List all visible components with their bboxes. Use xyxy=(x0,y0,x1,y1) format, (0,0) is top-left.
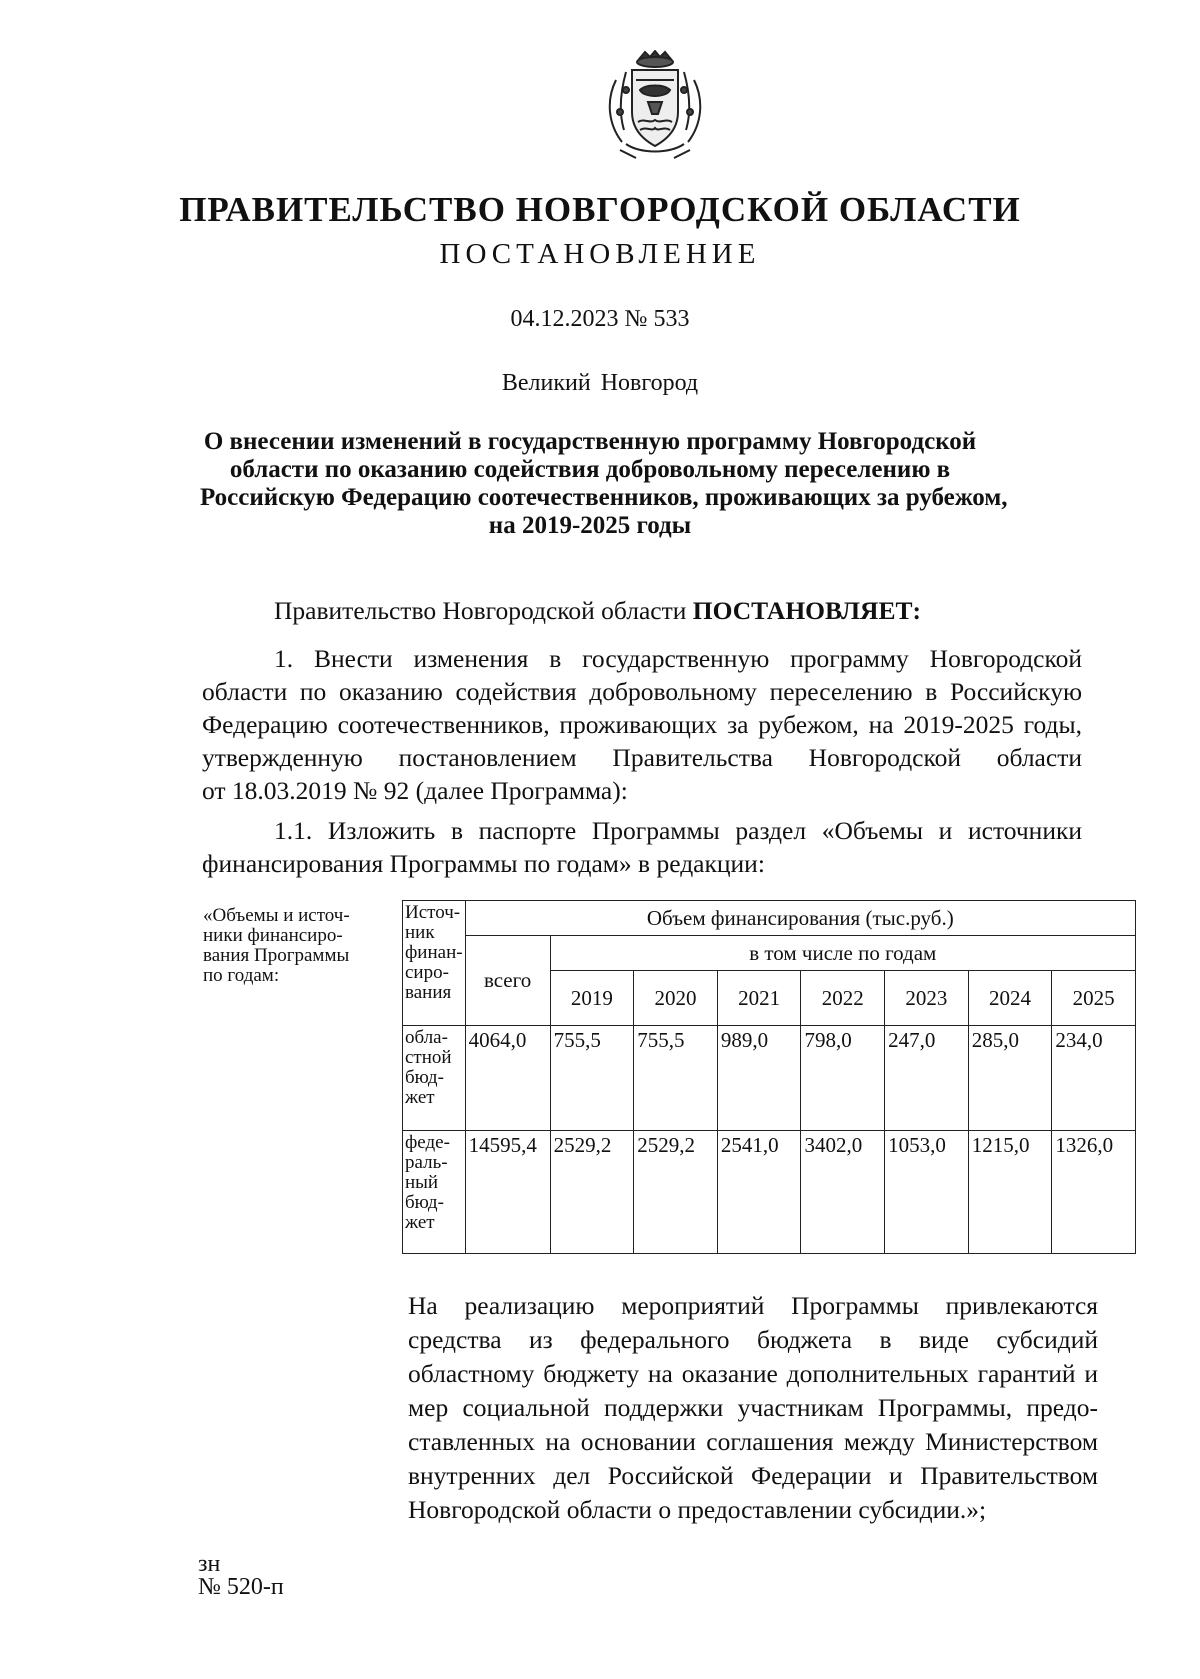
source-header-line: ник xyxy=(405,922,435,943)
source-header-line: Источ- xyxy=(405,902,461,923)
source-header-line: сиро- xyxy=(405,962,449,983)
year-header: 2025 xyxy=(1052,971,1136,1026)
document-title-line: на 2019-2025 годы xyxy=(488,512,692,539)
paragraph-1-1 xyxy=(202,814,1082,880)
value-cell: 1326,0 xyxy=(1052,1131,1136,1254)
paragraph-line: от 18.03.2019 № 92 (далее Программа): xyxy=(202,776,628,805)
paragraph-line: Федерацию соотечественников, проживающих за рубежом, на 2019-2025 годы, xyxy=(202,710,1082,739)
value-cell: 2529,2 xyxy=(550,1131,634,1254)
value-cell: 3402,0 xyxy=(801,1131,885,1254)
section-label-line: «Объемы и источ- xyxy=(203,905,350,926)
intro-paragraph xyxy=(274,594,1074,627)
source-header-line: финан- xyxy=(405,942,463,963)
document-title-line: Российскую Федерацию соотечественников, проживающих за рубежом, xyxy=(200,484,1008,511)
year-header: 2021 xyxy=(717,971,801,1026)
value-cell: 798,0 xyxy=(801,1026,885,1131)
value-cell: 755,5 xyxy=(634,1026,718,1131)
paragraph-line: 1.1. Изложить в паспорте Программы раздел «Объемы и источники xyxy=(274,816,1082,845)
financing-table xyxy=(402,900,1136,1254)
government-title: ПРАВИТЕЛЬСТВО НОВГОРОДСКОЙ ОБЛАСТИ xyxy=(179,190,1021,229)
funding-note-line: Новгородской области о предоставлении субсидии.»; xyxy=(408,1495,987,1524)
source-line: жет xyxy=(405,1212,435,1233)
funding-note xyxy=(408,1289,1098,1527)
table-header-row xyxy=(403,901,1136,936)
document-type: ПОСТАНОВЛЕНИЕ xyxy=(439,238,761,270)
volume-header: Объем финансирования (тыс.руб.) xyxy=(465,901,1135,936)
funding-note-line: областному бюджету на оказание дополнительных гарантий и xyxy=(408,1359,1098,1388)
paragraph-line: утвержденную постановлением Правительства Новгородской области xyxy=(202,743,1082,772)
funding-note-line: средства из федерального бюджета в виде субсидий xyxy=(408,1325,1098,1354)
funding-note-line: мер социальной поддержки участникам Программы, предо- xyxy=(408,1393,1098,1422)
intro-bold: ПОСТАНОВЛЯЕТ: xyxy=(692,596,921,625)
table-row xyxy=(403,1131,1136,1254)
total-cell: 4064,0 xyxy=(465,1026,550,1131)
year-header: 2022 xyxy=(801,971,885,1026)
table-header-row xyxy=(403,936,1136,971)
value-cell: 1215,0 xyxy=(968,1131,1052,1254)
document-title-line: области по оказанию содействия добровольному переселению в xyxy=(229,456,951,483)
date-and-number: 04.12.2023 № 533 xyxy=(510,306,690,332)
value-cell: 247,0 xyxy=(885,1026,969,1131)
total-header: всего xyxy=(465,936,550,1026)
paragraph-line: 1. Внести изменения в государственную программу Новгородской xyxy=(274,644,1082,673)
funding-note-line: На реализацию мероприятий Программы привлекаются xyxy=(408,1291,1098,1320)
year-header: 2019 xyxy=(550,971,634,1026)
source-line: бюд- xyxy=(405,1067,444,1088)
paragraph-line: области по оказанию содействия добровольному переселению в Российскую xyxy=(202,677,1082,706)
source-line: раль- xyxy=(405,1152,448,1173)
source-header-line: вания xyxy=(405,982,452,1003)
source-cell xyxy=(403,1131,466,1254)
value-cell: 234,0 xyxy=(1052,1026,1136,1131)
year-header: 2023 xyxy=(885,971,969,1026)
section-label-line: по годам: xyxy=(203,965,280,986)
intro-text: Правительство Новгородской области xyxy=(274,596,693,625)
footer xyxy=(198,1553,284,1599)
section-label-line: ники финансиро- xyxy=(203,925,343,946)
value-cell: 2541,0 xyxy=(717,1131,801,1254)
value-cell: 2529,2 xyxy=(634,1131,718,1254)
year-header: 2020 xyxy=(634,971,718,1026)
source-cell xyxy=(403,1026,466,1131)
value-cell: 285,0 xyxy=(968,1026,1052,1131)
total-cell: 14595,4 xyxy=(465,1131,550,1254)
value-cell: 755,5 xyxy=(550,1026,634,1131)
footer-number: № 520-п xyxy=(198,1574,284,1600)
footer-initials: зн xyxy=(198,1551,221,1577)
source-line: жет xyxy=(405,1087,435,1108)
source-line: обла- xyxy=(405,1027,448,1048)
value-cell: 989,0 xyxy=(717,1026,801,1131)
section-label xyxy=(203,906,393,986)
city: Великий Новгород xyxy=(501,370,699,396)
coat-of-arms-icon xyxy=(596,50,714,162)
document-title xyxy=(200,428,1008,540)
paragraph-line: финансирования Программы по годам» в редакции: xyxy=(202,849,765,878)
funding-note-line: внутренних дел Российской Федерации и Правительством xyxy=(408,1461,1098,1490)
source-line: бюд- xyxy=(405,1192,444,1213)
document-title-line: О внесении изменений в государственную программу Новгородской xyxy=(203,428,977,455)
table-row xyxy=(403,1026,1136,1131)
paragraph-1 xyxy=(202,642,1082,807)
source-line: ный xyxy=(405,1172,439,1193)
value-cell: 1053,0 xyxy=(885,1131,969,1254)
funding-note-line: ставленных на основании соглашения между Министерством xyxy=(408,1427,1098,1456)
source-line: феде- xyxy=(405,1132,450,1153)
source-line: стной xyxy=(405,1047,452,1068)
by-year-header: в том числе по годам xyxy=(550,936,1135,971)
source-header xyxy=(403,901,466,1026)
year-header: 2024 xyxy=(968,971,1052,1026)
section-label-line: вания Программы xyxy=(203,945,350,966)
